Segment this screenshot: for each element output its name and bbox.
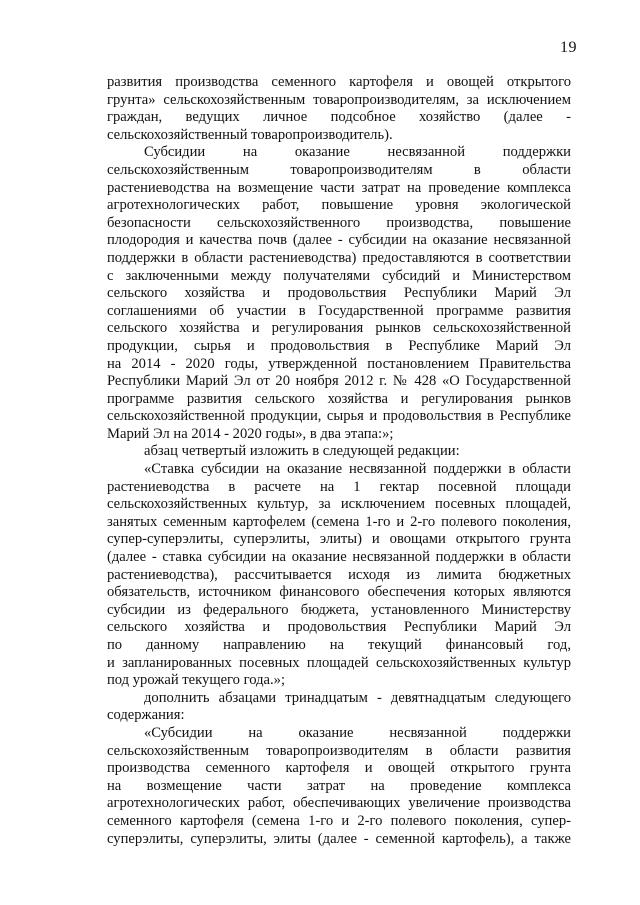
page-number: 19 bbox=[560, 39, 577, 56]
text-line: растениеводства в расчете на 1 гектар посевной площади bbox=[107, 478, 571, 495]
text-line: на 2014 - 2020 годы, утвержденной постановлением Правительства bbox=[107, 355, 571, 372]
text-line: субсидии из федерального бюджета, установленного Министерству bbox=[107, 601, 571, 618]
text-line: «Субсидии на оказание несвязанной поддержки bbox=[144, 724, 571, 741]
text-line: под урожай текущего года.»; bbox=[107, 672, 286, 689]
text-line: сельскохозяйственный товаропроизводитель). bbox=[107, 126, 393, 143]
text-line: (далее - ставка субсидии на оказание несвязанной поддержки в области bbox=[107, 549, 571, 566]
text-line: соглашениями об участии в Государственной программе развития bbox=[107, 302, 571, 319]
text-line: на возмещение части затрат на проведение комплекса bbox=[107, 777, 571, 794]
text-line: сельскохозяйственной продукции, сырья и продовольствия в Республике bbox=[107, 408, 571, 425]
text-line: Республики Марий Эл от 20 ноября 2012 г. № 428 «О Государственной bbox=[107, 373, 571, 390]
text-line: «Ставка субсидии на оказание несвязанной поддержки в области bbox=[144, 461, 571, 478]
text-line: занятых семенным картофелем (семена 1-го и 2-го полевого поколения, bbox=[107, 513, 571, 530]
text-line: супер-суперэлиты, суперэлиты, элиты) и овощами открытого грунта bbox=[107, 531, 571, 548]
document-body bbox=[107, 74, 571, 848]
text-line: сельского хозяйства и продовольствия Республики Марий Эл bbox=[107, 619, 571, 636]
text-line: программе развития сельского хозяйства и регулирования рынков bbox=[107, 390, 571, 407]
text-line: и запланированных посевных площадей сельскохозяйственных культур bbox=[107, 654, 571, 671]
text-line: с заключенными между получателями субсидий и Министерством bbox=[107, 267, 571, 284]
text-line: содержания: bbox=[107, 707, 185, 724]
text-line: растениеводства), рассчитывается исходя из лимита бюджетных bbox=[107, 566, 571, 583]
text-line: дополнить абзацами тринадцатым - девятнадцатым следующего bbox=[144, 689, 571, 706]
text-line: грунта» сельскохозяйственным товаропроизводителям, за исключением bbox=[107, 91, 571, 108]
text-line: граждан, ведущих личное подсобное хозяйство (далее - bbox=[107, 109, 571, 126]
text-line: сельского хозяйства и продовольствия Республики Марий Эл bbox=[107, 285, 571, 302]
text-line: растениеводства на возмещение части затрат на проведение комплекса bbox=[107, 179, 571, 196]
text-line: производства семенного картофеля и овощей открытого грунта bbox=[107, 760, 571, 777]
text-line: Марий Эл на 2014 - 2020 годы», в два этапа:»; bbox=[107, 425, 394, 442]
text-line: сельскохозяйственных культур, за исключением посевных площадей, bbox=[107, 496, 571, 513]
text-line: обязательств, источником финансового обеспечения которых являются bbox=[107, 584, 571, 601]
text-line: суперэлиты, суперэлиты, элиты (далее - семенной картофель), а также bbox=[107, 830, 571, 847]
text-line: развития производства семенного картофеля и овощей открытого bbox=[107, 74, 571, 90]
text-line: Субсидии на оказание несвязанной поддержки bbox=[144, 144, 571, 161]
text-line: безопасности сельскохозяйственного производства, повышение bbox=[107, 214, 571, 231]
text-line: сельскохозяйственным товаропроизводителям в области bbox=[107, 161, 571, 178]
text-line: по данному направлению на текущий финансовый год, bbox=[107, 637, 571, 653]
text-line: агротехнологических работ, обеспечивающих увеличение производства bbox=[107, 795, 571, 812]
text-line: абзац четвертый изложить в следующей редакции: bbox=[144, 443, 460, 460]
text-line: плодородия и качества почв (далее - субсидии на оказание несвязанной bbox=[107, 232, 571, 249]
text-line: сельскохозяйственным товаропроизводителям в области развития bbox=[107, 742, 571, 759]
text-line: агротехнологических работ, повышение уровня экологической bbox=[107, 197, 571, 214]
text-line: сельского хозяйства и регулирования рынков сельскохозяйственной bbox=[107, 320, 571, 337]
text-line: продукции, сырья и продовольствия в Республике Марий Эл bbox=[107, 337, 571, 354]
text-line: поддержки в области растениеводства) предоставляются в соответствии bbox=[107, 249, 571, 266]
text-line: семенного картофеля (семена 1-го и 2-го полевого поколения, супер- bbox=[107, 812, 571, 829]
